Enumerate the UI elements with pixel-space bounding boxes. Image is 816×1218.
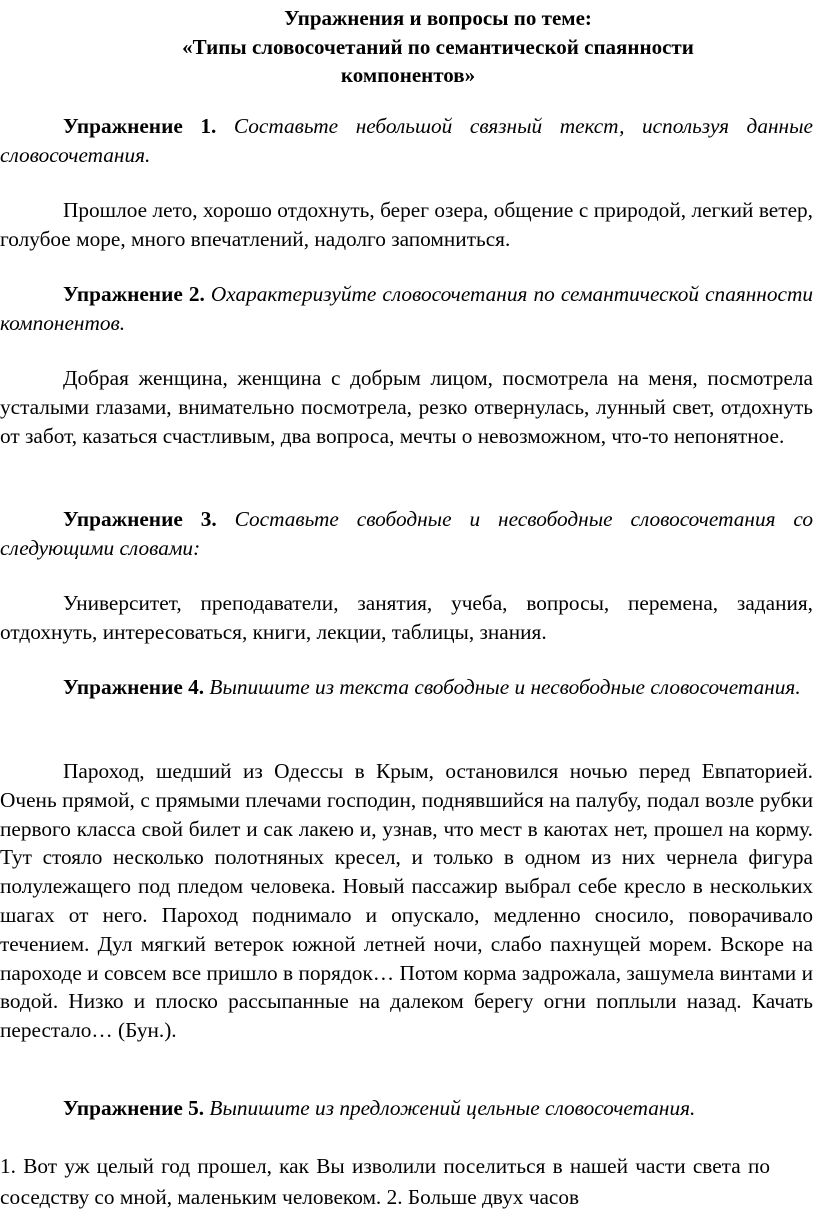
exercise-1-heading <box>0 112 813 170</box>
exercise-4-heading <box>0 673 813 702</box>
exercise-1-body: Прошлое лето, хорошо отдохнуть, берег озера, общение с природой, легкий ветер, голубое море, много впечатлений, надолго запомниться. <box>0 198 813 251</box>
exercise-3-heading <box>0 505 813 563</box>
exercise-5-heading <box>0 1094 813 1123</box>
exercise-4-task: Выпишите из текста свободные и несвободные словосочетания. <box>204 675 801 699</box>
exercise-2-body: Добрая женщина, женщина с добрым лицом, посмотрела на меня, посмотрела усталыми глазами, внимательно посмотрела, резко отвернулась, лунный свет, отдохнуть от забот, казаться счастливым, два вопроса, мечты о невозможном, что-то непонятное. <box>0 366 813 448</box>
exercise-1-task: Составьте небольшой связный текст, используя данные словосочетания. <box>0 114 813 167</box>
exercise-2-task: Охарактеризуйте словосочетания по семантической спаянности компонентов. <box>0 282 813 335</box>
exercise-2-label: Упражнение 2. <box>63 282 205 306</box>
exercise-5-task: Выпишите из предложений цельные словосочетания. <box>204 1096 696 1120</box>
exercise-4-body: Пароход, шедший из Одессы в Крым, остановился ночью перед Евпаторией. Очень прямой, с прямыми плечами господин, поднявшийся на палубу, подал возле рубки первого класса свой билет и сак лакею и, узнав, что мест в каютах нет, прошел на корму. Тут стояло несколько полотняных кресел, и только в одном из них чернела фигура полулежащего под пледом человека. Новый пассажир выбрал себе кресло в нескольких шагах от него. Пароход поднимало и опускало, медленно сносило, поворачивало течением. Дул мягкий ветерок южной летней ночи, слабо пахнущей морем. Вскоре на пароходе и совсем все пришло в порядок… Потом корма задрожала, зашумела винтами и водой. Низко и плоско рассыпанные на далеком берегу огни поплыли назад. Качать перестало… (Бун.). <box>0 759 813 1043</box>
exercise-3-task: Составьте свободные и несвободные словосочетания со следующими словами: <box>0 507 813 560</box>
document-title-line-3: компонентов» <box>340 63 476 87</box>
exercise-2-heading <box>0 280 813 338</box>
exercise-5-body: 1. Вот уж целый год прошел, как Вы изволили поселиться в нашей части света по соседству со мной, маленьким человеком. 2. Больше двух часов <box>0 1154 770 1209</box>
exercise-3-label: Упражнение 3. <box>63 507 217 531</box>
document-title-line-1: Упражнения и вопросы по теме: <box>284 6 592 30</box>
exercise-5-label: Упражнение 5. <box>63 1096 205 1120</box>
document-title-line-2: «Типы словосочетаний по семантической спаянности <box>182 35 694 59</box>
exercise-1-label: Упражнение 1. <box>63 114 217 138</box>
exercise-3-body: Университет, преподаватели, занятия, учеба, вопросы, перемена, задания, отдохнуть, интересоваться, книги, лекции, таблицы, знания. <box>0 591 813 644</box>
exercise-4-label: Упражнение 4. <box>63 675 205 699</box>
